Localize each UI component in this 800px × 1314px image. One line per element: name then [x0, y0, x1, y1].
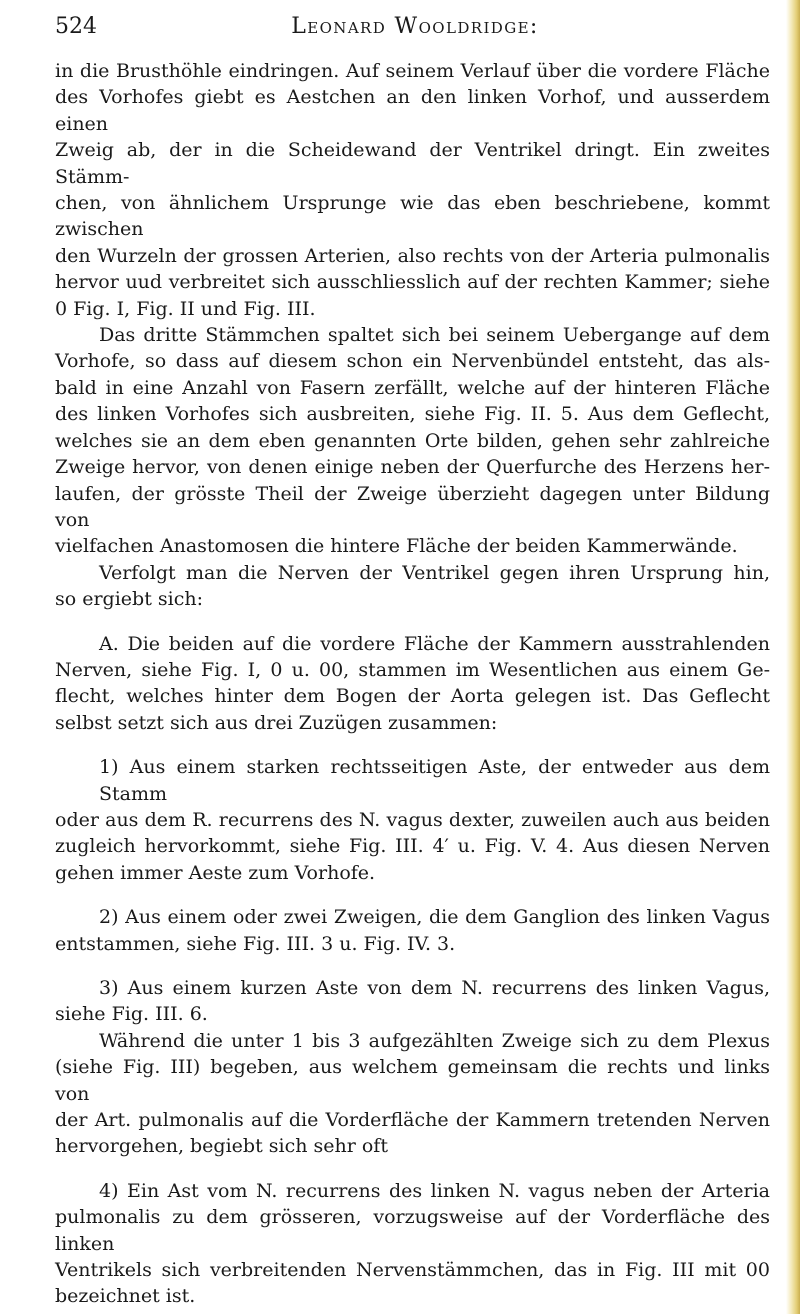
text-line: zugleich hervorkommt, siehe Fig. III. 4′ u. Fig. V. 4. Aus diesen Nerven [55, 835, 770, 858]
text-line: Zweige hervor, von denen einige neben der Querfurche des Herzens her- [55, 456, 770, 479]
text-line: flecht, welches hinter dem Bogen der Aorta gelegen ist. Das Geflecht [55, 685, 770, 708]
text-line: chen, von ähnlichem Ursprunge wie das eben beschriebene, kommt zwischen [55, 192, 770, 241]
text-line: 0 Fig. I, Fig. II und Fig. III. [55, 297, 316, 320]
text-line: Verfolgt man die Nerven der Ventrikel gegen ihren Ursprung hin, [99, 561, 770, 584]
paragraph-third-branch [55, 322, 770, 560]
paragraph-item-3 [55, 975, 770, 1028]
text-line: siehe Fig. III. 6. [55, 1003, 208, 1026]
paragraph-item-4 [55, 1178, 770, 1310]
text-line: in die Brusthöhle eindringen. Auf seinem Verlauf über die vordere Fläche [55, 60, 770, 82]
text-line: entstammen, siehe Fig. III. 3 u. Fig. IV. 3. [55, 932, 456, 955]
text-line: Zweig ab, der in die Scheidewand der Ventrikel dringt. Ein zweites Stämm- [55, 139, 770, 188]
text-line: oder aus dem R. recurrens des N. vagus dexter, zuweilen auch aus beiden [55, 808, 770, 831]
text-line: Nerven, siehe Fig. I, 0 u. 00, stammen im Wesentlichen aus einem Ge- [55, 658, 770, 681]
paragraph-plexus [55, 1028, 770, 1160]
text-line: vielfachen Anastomosen die hintere Fläche der beiden Kammerwände. [55, 535, 738, 558]
text-line: den Wurzeln der grossen Arterien, also rechts von der Arteria pulmonalis [55, 244, 770, 267]
text-line: hervor uud verbreitet sich ausschliesslich auf der rechten Kammer; siehe [55, 271, 770, 294]
body-text [55, 58, 770, 1310]
text-line: Ventrikels sich verbreitenden Nervenstämmchen, das in Fig. III mit 00 [55, 1259, 770, 1282]
page-header [55, 14, 775, 44]
text-line: des linken Vorhofes sich ausbreiten, siehe Fig. II. 5. Aus dem Geflecht, [55, 403, 770, 426]
paragraph-follow-nerves [55, 560, 770, 613]
text-line: Vorhofe, so dass auf diesem schon ein Nervenbündel entsteht, das als- [55, 350, 770, 373]
text-line: so ergiebt sich: [55, 588, 203, 611]
paragraph-item-1 [55, 754, 770, 886]
text-line: Das dritte Stämmchen spaltet sich bei seinem Uebergange auf dem [99, 324, 770, 347]
text-line: des Vorhofes giebt es Aestchen an den linken Vorhof, und ausserdem einen [55, 86, 770, 135]
paragraph-item-2 [55, 904, 770, 957]
text-line: pulmonalis zu dem grösseren, vorzugsweise auf der Vorderfläche des linken [55, 1206, 770, 1255]
text-line: 2) Aus einem oder zwei Zweigen, die dem Ganglion des linken Vagus [99, 906, 770, 929]
text-line: bald in eine Anzahl von Fasern zerfällt, welche auf der hinteren Fläche [55, 376, 770, 399]
text-line: hervorgehen, begiebt sich sehr oft [55, 1135, 388, 1158]
text-line: 3) Aus einem kurzen Aste von dem N. recurrens des linken Vagus, [99, 977, 770, 999]
text-line: (siehe Fig. III) begeben, aus welchem gemeinsam die rechts und links von [55, 1056, 770, 1105]
text-line: der Art. pulmonalis auf die Vorderfläche der Kammern tretenden Nerven [55, 1109, 770, 1132]
text-line: 1) Aus einem starken rechtsseitigen Aste, der entweder aus dem Stamm [99, 756, 770, 805]
text-line: bezeichnet ist. [55, 1285, 196, 1308]
paragraph-section-a [55, 631, 770, 737]
paragraph-continuation [55, 58, 770, 322]
text-line: A. Die beiden auf die vordere Fläche der Kammern ausstrahlenden [99, 632, 770, 655]
text-line: 4) Ein Ast vom N. recurrens des linken N. vagus neben der Arteria [99, 1179, 770, 1202]
page-edge-gilt [786, 0, 800, 1314]
page-number: 524 [55, 14, 97, 39]
text-line: selbst setzt sich aus drei Zuzügen zusammen: [55, 711, 498, 734]
running-head: Leonard Wooldridge: [291, 14, 539, 39]
text-line: laufen, der grösste Theil der Zweige überzieht dagegen unter Bildung von [55, 482, 770, 531]
text-line: Während die unter 1 bis 3 aufgezählten Zweige sich zu dem Plexus [99, 1029, 770, 1052]
text-line: gehen immer Aeste zum Vorhofe. [55, 861, 376, 884]
text-line: welches sie an dem eben genannten Orte bilden, gehen sehr zahlreiche [55, 429, 770, 452]
